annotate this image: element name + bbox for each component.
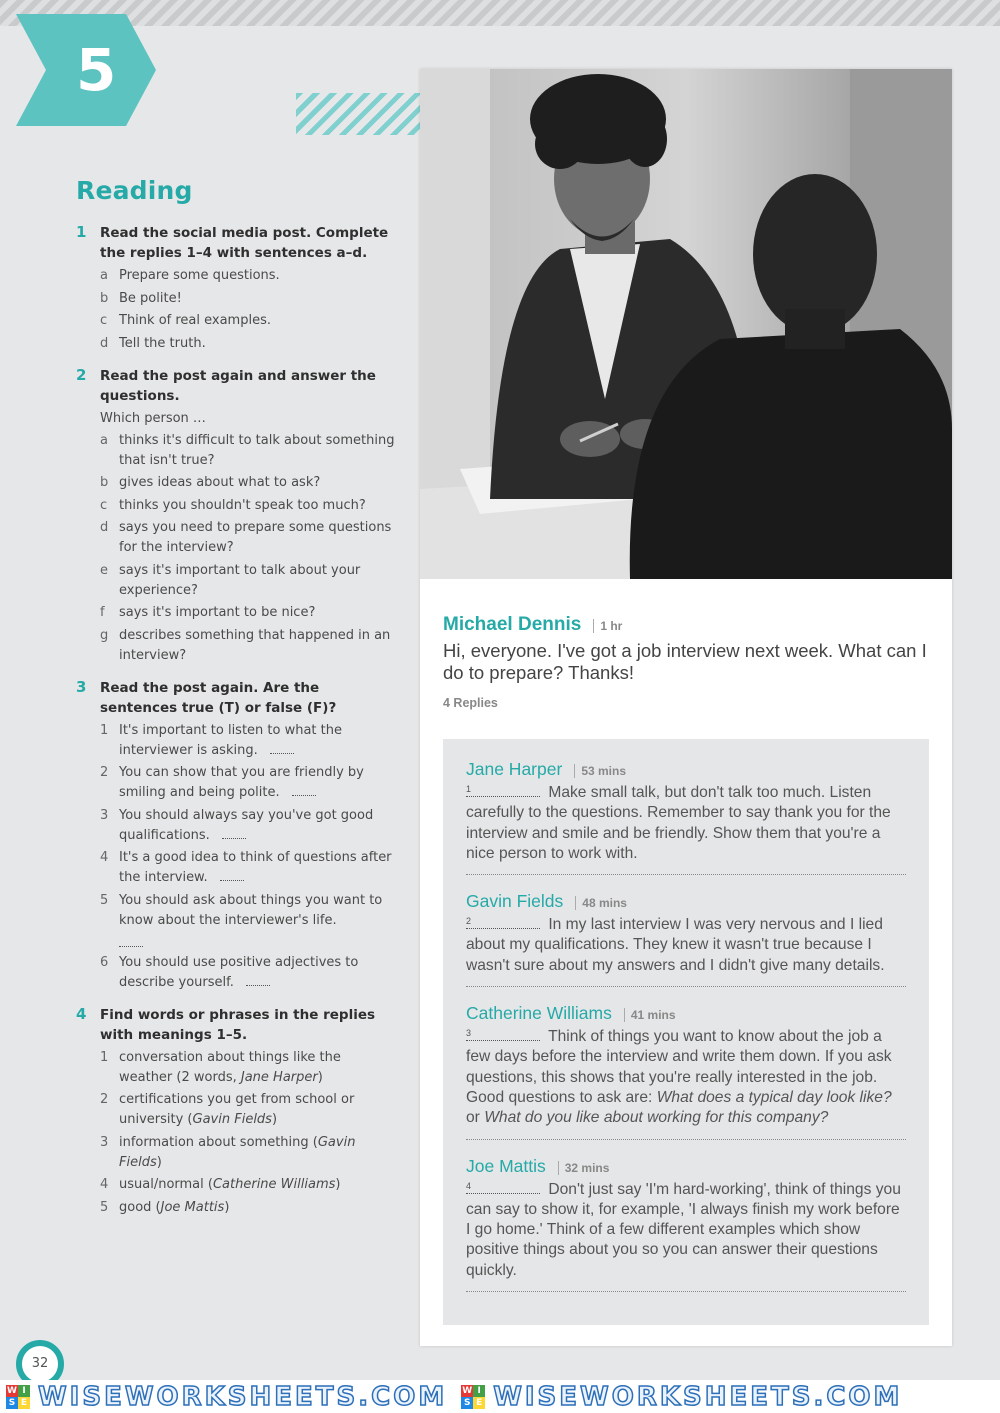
reply-author[interactable]: Catherine Williams xyxy=(466,1003,612,1024)
page-number: 32 xyxy=(31,1356,49,1371)
exercise-instruction: Find words or phrases in the replies with meanings 1–5. xyxy=(100,1006,376,1043)
exercises-column xyxy=(76,176,396,1230)
reply-author[interactable]: Jane Harper xyxy=(466,759,563,779)
reply-author[interactable]: Gavin Fields xyxy=(466,891,564,912)
post-text: Hi, everyone. I've got a job interview next week. What can I do to prepare? Thanks! xyxy=(443,640,927,683)
answer-gap[interactable]: 4 xyxy=(466,1182,540,1194)
exercise-4 xyxy=(76,1005,396,1218)
reply-text: 2 In my last interview I was very nervous and I lied about my qualifications. They knew it wasn't true because I wasn't sure about my answers and I didn't give many details. xyxy=(466,916,885,974)
exercise-instruction: Read the post again. Are the sentences true (T) or false (F)? xyxy=(100,679,337,716)
answer-gap[interactable]: 2 xyxy=(466,917,540,929)
post-header xyxy=(443,614,933,636)
watermark-footer xyxy=(0,1380,1000,1413)
reply-author[interactable]: Joe Mattis xyxy=(466,1155,546,1176)
social-media-post-card xyxy=(420,69,952,1346)
list-item: e says it's important to talk about your experience? xyxy=(100,562,361,598)
wiseworksheets-logo-icon: W I S E xyxy=(6,1385,30,1409)
list-item: b gives ideas about what to ask? xyxy=(100,475,321,490)
answer-blank[interactable] xyxy=(292,786,316,796)
unit-badge xyxy=(16,14,156,126)
reply xyxy=(466,1003,906,1139)
answer-gap[interactable]: 1 xyxy=(466,785,540,797)
list-item: 1 It's important to listen to what the interviewer is asking. xyxy=(100,722,342,758)
post-time: 1 hr xyxy=(593,619,622,633)
exercise-2 xyxy=(76,366,396,666)
list-item: 5 good (Joe Mattis) xyxy=(100,1199,230,1215)
answer-blank[interactable] xyxy=(270,744,294,754)
list-item: c Think of real examples. xyxy=(100,313,271,328)
decorative-stripe xyxy=(296,93,420,135)
list-item: 5 You should ask about things you want to know about the interviewer's life. xyxy=(100,891,396,947)
answer-blank[interactable] xyxy=(119,937,143,947)
reply-text: 4 Don't just say 'I'm hard-working', think of things you can say to show it, for example, 'I always finish my work before I go home.' Think of a few different examples which show positive things about you so you can answer their questions quickly. xyxy=(466,1180,901,1279)
original-post xyxy=(443,614,933,710)
exercise-number: 2 xyxy=(76,365,87,384)
exercise-number: 3 xyxy=(76,677,87,696)
reply-time: 53 mins xyxy=(574,764,626,778)
exercise-1 xyxy=(76,223,396,354)
reply-time: 48 mins xyxy=(575,896,627,910)
exercise-number: 4 xyxy=(76,1004,87,1023)
wiseworksheets-logo-icon: W I S E xyxy=(461,1385,485,1409)
reply xyxy=(466,891,906,987)
reply-text: 1 Make small talk, but don't talk too much. Listen carefully to the questions. Remember to say thank you for the interview and smile and be friendly. Show them that you're a nice person to work with. xyxy=(466,784,891,862)
interview-photo xyxy=(420,69,952,579)
exercise-instruction: Read the post again and answer the questions. xyxy=(100,367,376,404)
interview-photo-illustration xyxy=(420,69,952,579)
list-item: 6 You should use positive adjectives to describe yourself. xyxy=(100,954,359,990)
list-item: b Be polite! xyxy=(100,290,182,306)
reply-text: 3 Think of things you want to know about the job a few days before the interview and write them down. If you ask questions, this shows that you're really interested in the job. Good questions to ask are: What does a typical day look like? or What do you like about working for this company? xyxy=(466,1028,892,1127)
list-item: 4 It's a good idea to think of questions after the interview. xyxy=(100,850,392,885)
list-item: d says you need to prepare some questions for the interview? xyxy=(100,520,392,555)
reply xyxy=(466,759,906,875)
reply-time: 41 mins xyxy=(624,1008,676,1022)
section-title: Reading xyxy=(76,176,193,205)
exercise-instruction: Read the social media post. Complete the replies 1–4 with sentences a–d. xyxy=(100,225,389,261)
list-item: f says it's important to be nice? xyxy=(100,605,316,620)
answer-blank[interactable] xyxy=(246,976,270,986)
list-item: 2 certifications you get from school or university (Gavin Fields) xyxy=(100,1092,355,1127)
answer-gap[interactable]: 3 xyxy=(466,1029,540,1041)
post-author[interactable]: Michael Dennis xyxy=(443,614,582,635)
list-item: 2 You can show that you are friendly by smiling and being polite. xyxy=(100,765,364,800)
list-item: c thinks you shouldn't speak too much? xyxy=(100,497,366,513)
list-item: a thinks it's difficult to talk about something that isn't true? xyxy=(100,432,395,468)
watermark-text[interactable]: WISEWORKSHEETS.COM xyxy=(38,1381,448,1412)
list-item: 4 usual/normal (Catherine Williams) xyxy=(100,1177,341,1192)
replies-count[interactable]: 4 Replies xyxy=(443,696,498,710)
list-item: a Prepare some questions. xyxy=(100,268,280,283)
replies-section xyxy=(443,739,929,1325)
unit-number: 5 xyxy=(76,36,117,104)
list-item: 3 information about something (Gavin Fields) xyxy=(100,1134,356,1170)
exercise-3 xyxy=(76,678,396,993)
list-item: 1 conversation about things like the weather (2 words, Jane Harper) xyxy=(100,1049,341,1085)
exercise-lead: Which person … xyxy=(100,410,206,426)
reply xyxy=(466,1156,906,1292)
reply-time: 32 mins xyxy=(558,1161,610,1175)
list-item: 3 You should always say you've got good qualifications. xyxy=(100,807,374,843)
answer-blank[interactable] xyxy=(222,829,246,839)
watermark-text[interactable]: WISEWORKSHEETS.COM xyxy=(493,1381,903,1412)
exercise-number: 1 xyxy=(76,223,87,241)
list-item: d Tell the truth. xyxy=(100,335,206,351)
answer-blank[interactable] xyxy=(220,871,244,881)
list-item: g describes something that happened in an interview? xyxy=(100,627,391,663)
